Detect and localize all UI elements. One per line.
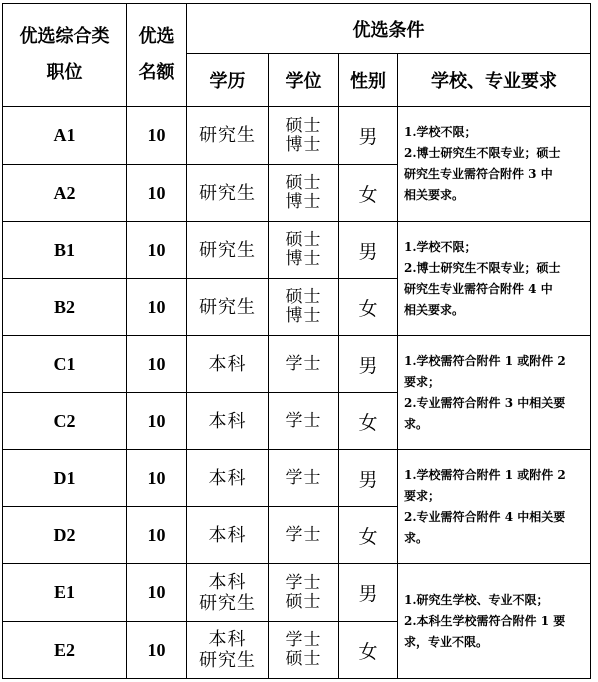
education-line: 本科 <box>208 524 247 546</box>
quota-value: 10 <box>127 622 187 679</box>
degree-line: 硕士 <box>285 115 322 136</box>
degree-line: 博士 <box>285 134 322 155</box>
education-value <box>187 564 269 622</box>
gender-value: 女 <box>339 279 398 336</box>
education-value <box>187 222 269 279</box>
degree-line: 学士 <box>285 572 322 593</box>
education-line: 本科 <box>208 571 247 593</box>
gender-value: 男 <box>339 564 398 622</box>
quota-value: 10 <box>127 336 187 393</box>
header-education: 学历 <box>187 54 269 107</box>
degree-line: 学士 <box>285 353 322 374</box>
quota-value: 10 <box>127 564 187 622</box>
degree-value <box>269 336 339 393</box>
requirement-line: 相关要求。 <box>404 188 465 202</box>
position-code: E1 <box>3 564 127 622</box>
requirement-line: 求。 <box>404 530 429 545</box>
degree-line: 博士 <box>285 192 322 212</box>
degree-line: 硕士 <box>285 230 322 250</box>
degree-value <box>269 564 339 622</box>
degree-value <box>269 222 339 279</box>
requirement-line: 求，专业不限。 <box>404 634 489 649</box>
header-school-major: 学校、专业要求 <box>398 54 591 107</box>
position-code: D2 <box>3 507 127 564</box>
degree-line: 学士 <box>285 630 322 650</box>
requirement-line: 1.学校不限； <box>404 239 477 254</box>
education-value <box>187 450 269 507</box>
quota-value: 10 <box>127 107 187 165</box>
degree-line: 硕士 <box>285 173 322 193</box>
quota-value: 10 <box>127 222 187 279</box>
requirement-line: 2.专业需符合附件 4 中相关要 <box>404 509 566 524</box>
quota-value: 10 <box>127 165 187 222</box>
degree-line: 学士 <box>285 467 322 488</box>
quota-value: 10 <box>127 393 187 450</box>
education-line: 本科 <box>208 410 247 432</box>
education-value <box>187 393 269 450</box>
header-conditions: 优选条件 <box>187 4 591 54</box>
gender-value: 女 <box>339 622 398 679</box>
requirement-text <box>398 450 591 564</box>
degree-line: 博士 <box>285 249 322 269</box>
education-value <box>187 279 269 336</box>
degree-line: 硕士 <box>285 591 322 612</box>
education-value <box>187 107 269 165</box>
degree-value <box>269 107 339 165</box>
quota-value: 10 <box>127 279 187 336</box>
requirement-text <box>398 336 591 450</box>
requirement-text <box>398 564 591 679</box>
requirement-line: 研究生专业需符合附件 4 中 <box>404 281 553 296</box>
table-row <box>3 107 591 165</box>
requirement-line: 相关要求。 <box>404 302 465 317</box>
requirement-line: 研究生专业需符合附件 3 中 <box>404 167 553 181</box>
table-row <box>3 336 591 393</box>
header-position-line: 职位 <box>46 62 83 83</box>
gender-value: 男 <box>339 222 398 279</box>
quota-value: 10 <box>127 450 187 507</box>
position-code: A2 <box>3 165 127 222</box>
degree-value <box>269 450 339 507</box>
requirement-line: 2.专业需符合附件 3 中相关要 <box>404 395 566 410</box>
table-row <box>3 564 591 622</box>
education-value <box>187 336 269 393</box>
degree-line: 学士 <box>285 410 322 431</box>
education-value <box>187 622 269 679</box>
education-line: 本科 <box>208 353 247 375</box>
position-code: C1 <box>3 336 127 393</box>
position-code: B1 <box>3 222 127 279</box>
position-code: B2 <box>3 279 127 336</box>
table-body <box>3 107 591 679</box>
degree-line: 硕士 <box>285 649 322 669</box>
degree-line: 博士 <box>285 306 322 326</box>
requirement-line: 1.学校不限； <box>404 125 477 139</box>
requirement-line: 1.研究生学校、专业不限； <box>404 592 549 607</box>
gender-value: 女 <box>339 393 398 450</box>
degree-line: 硕士 <box>285 287 322 307</box>
requirement-text <box>398 222 591 336</box>
degree-value <box>269 165 339 222</box>
requirement-line: 1.学校需符合附件 1 或附件 2 <box>404 467 566 482</box>
education-line: 研究生 <box>199 296 256 318</box>
education-value <box>187 507 269 564</box>
gender-value: 女 <box>339 507 398 564</box>
table-row <box>3 450 591 507</box>
table-row <box>3 222 591 279</box>
requirement-line: 要求； <box>404 488 441 503</box>
degree-value <box>269 507 339 564</box>
header-degree: 学位 <box>269 54 339 107</box>
position-code: D1 <box>3 450 127 507</box>
position-code: C2 <box>3 393 127 450</box>
requirement-line: 2.本科生学校需符合附件 1 要 <box>404 613 566 628</box>
degree-value <box>269 279 339 336</box>
requirement-line: 2.博士研究生不限专业；硕士 <box>404 146 561 160</box>
degree-line: 学士 <box>285 524 322 545</box>
education-line: 研究生 <box>199 592 256 614</box>
education-value <box>187 165 269 222</box>
requirement-line: 要求； <box>404 374 441 389</box>
requirement-text <box>398 107 591 222</box>
gender-value: 男 <box>339 450 398 507</box>
education-line: 研究生 <box>199 125 256 146</box>
header-quota-line: 名额 <box>138 62 175 83</box>
quota-value: 10 <box>127 507 187 564</box>
header-position-line: 优选综合类 <box>19 26 110 47</box>
header-gender: 性别 <box>339 54 398 107</box>
education-line: 本科 <box>208 629 247 650</box>
gender-value: 女 <box>339 165 398 222</box>
gender-value: 男 <box>339 107 398 165</box>
degree-value <box>269 393 339 450</box>
education-line: 研究生 <box>199 239 256 261</box>
requirement-line: 2.博士研究生不限专业；硕士 <box>404 260 561 275</box>
requirement-line: 求。 <box>404 416 429 431</box>
position-code: E2 <box>3 622 127 679</box>
requirement-line: 1.学校需符合附件 1 或附件 2 <box>404 353 566 368</box>
conditions-table <box>2 3 591 679</box>
header-quota <box>127 4 187 107</box>
degree-value <box>269 622 339 679</box>
header-position <box>3 4 127 107</box>
education-line: 研究生 <box>199 650 256 671</box>
position-code: A1 <box>3 107 127 165</box>
gender-value: 男 <box>339 336 398 393</box>
header-quota-line: 优选 <box>138 26 175 47</box>
education-line: 本科 <box>208 467 247 489</box>
education-line: 研究生 <box>199 182 256 204</box>
